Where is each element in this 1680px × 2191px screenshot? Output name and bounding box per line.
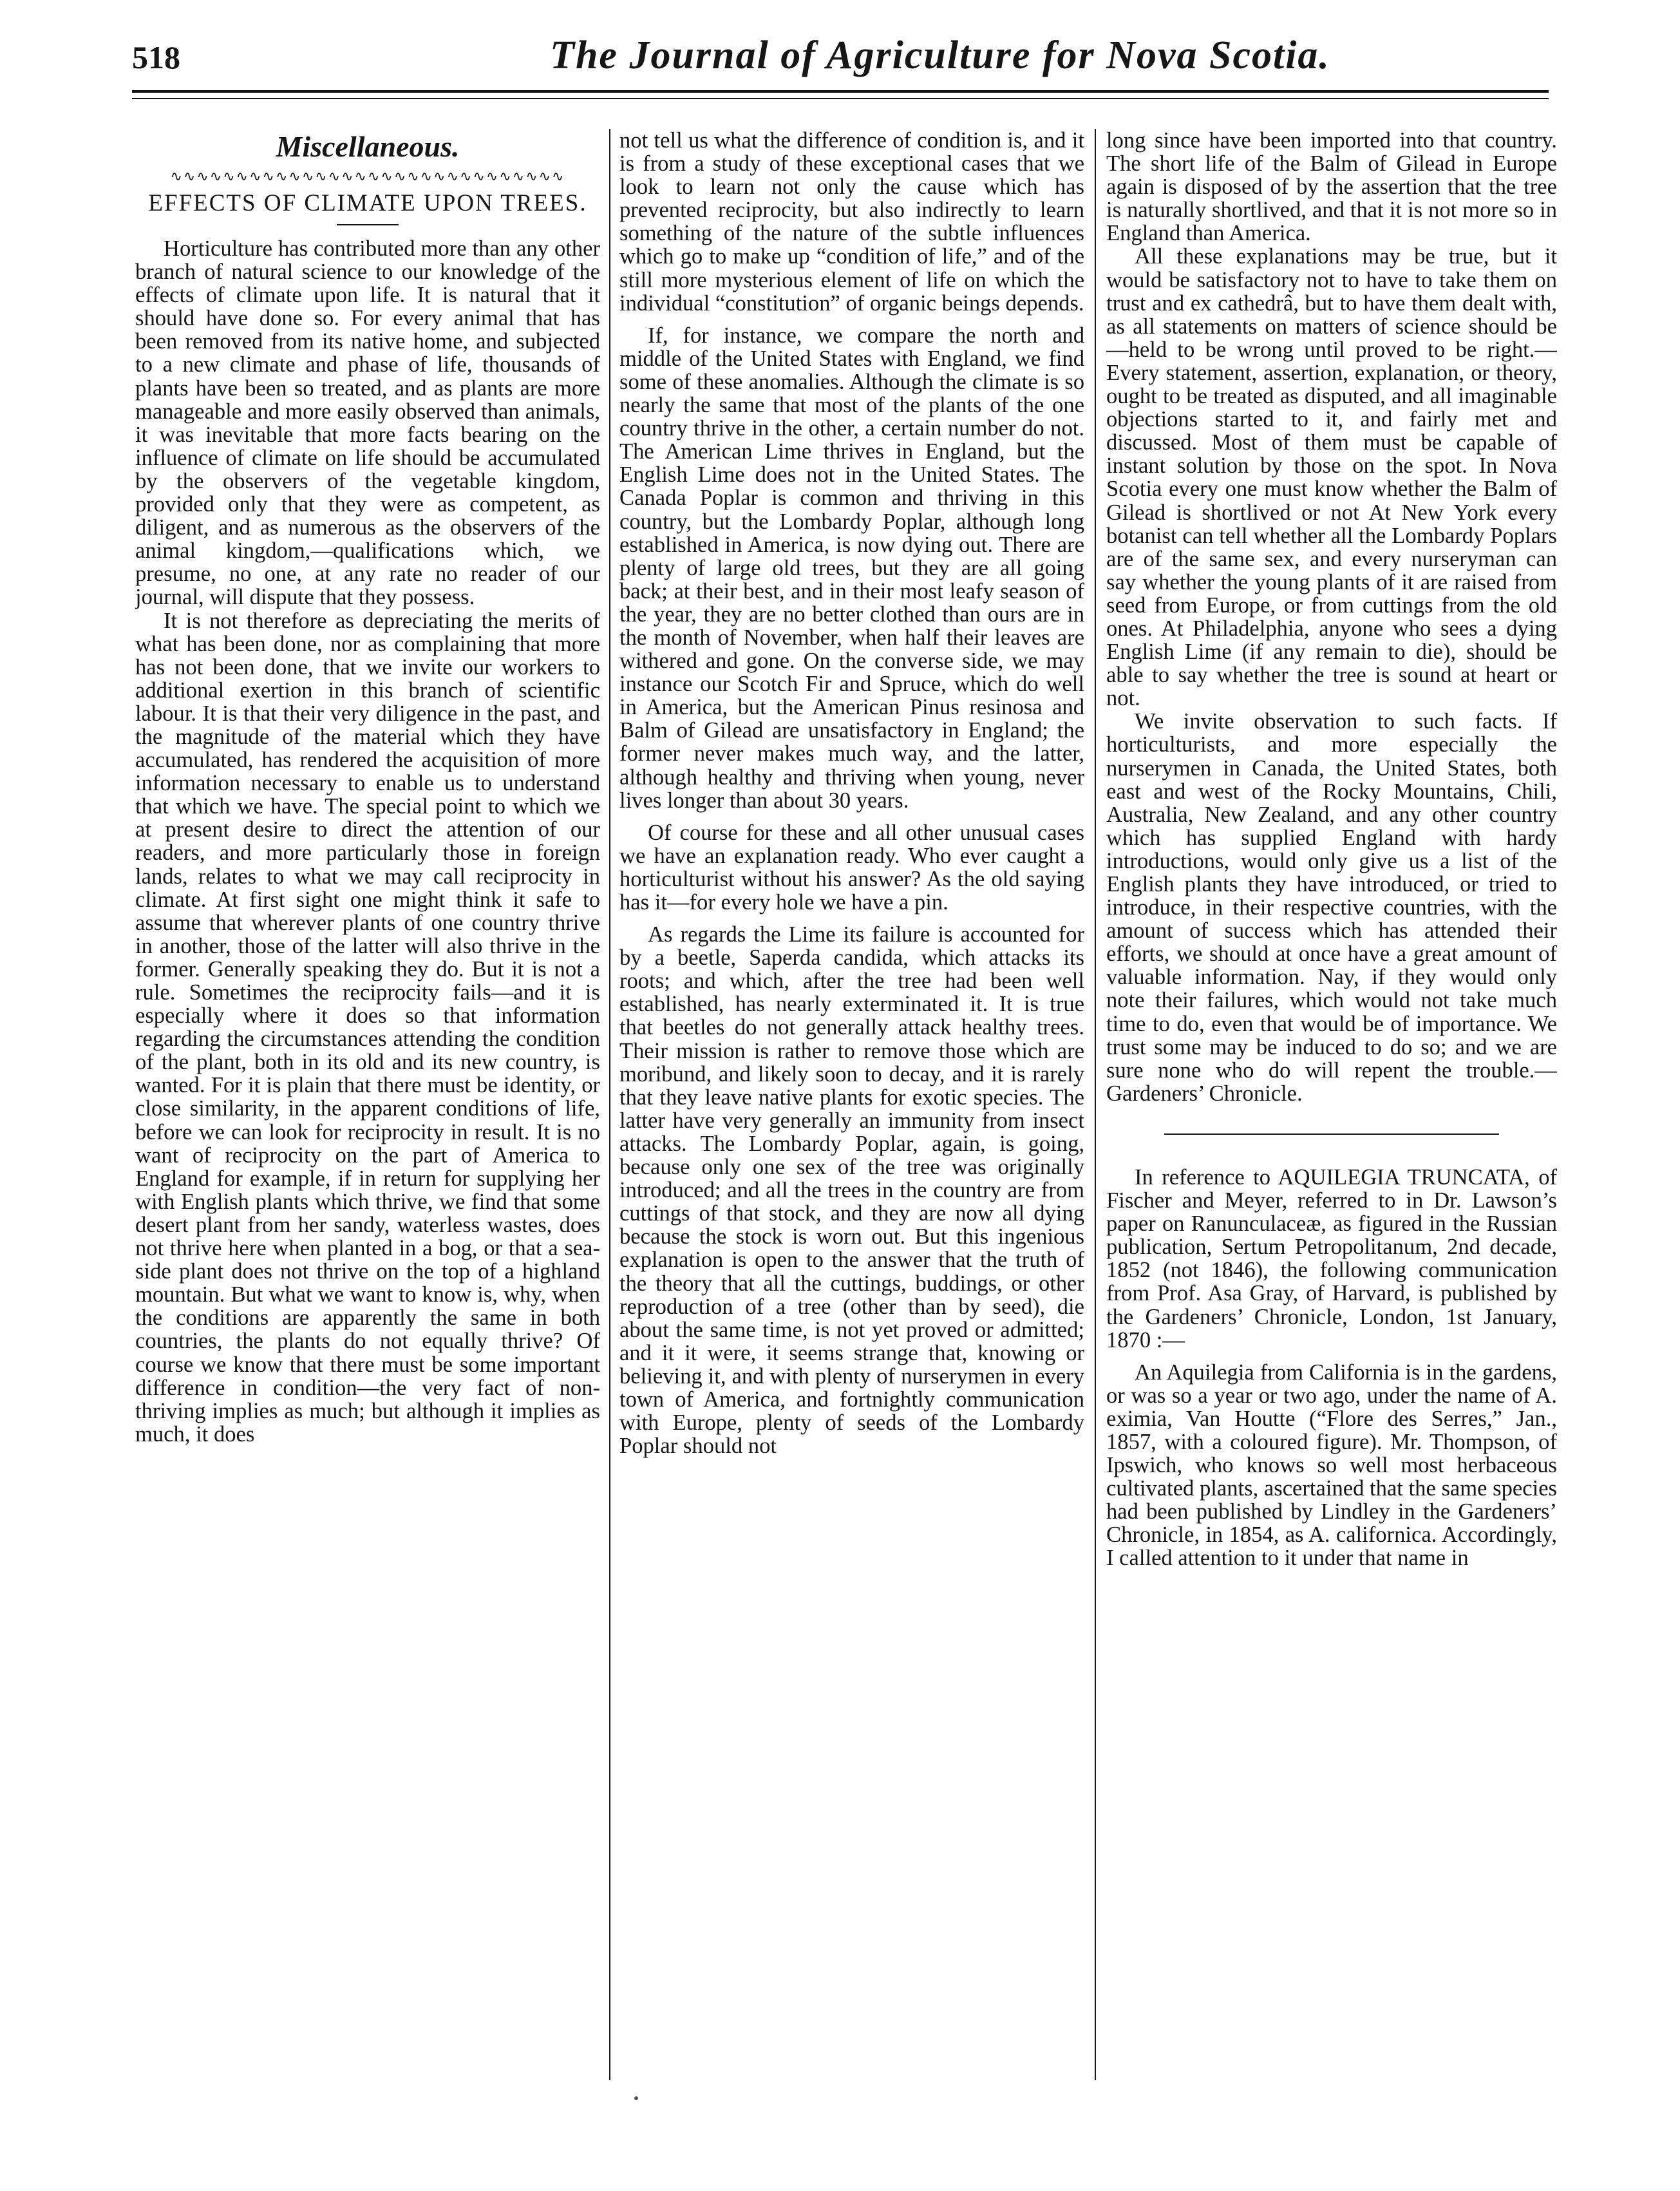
column-divider-right	[1095, 129, 1096, 2080]
column-3	[1106, 129, 1557, 2087]
article-separator-rule	[1164, 1133, 1499, 1135]
column-1	[135, 129, 600, 2087]
column-divider-left	[609, 129, 610, 2080]
paragraph: An Aquilegia from California is in the gardens, or was so a year or two ago, under the name of A. eximia, Van Houtte (“Flore des Serres,” Jan., 1857, with a coloured figure). Mr. Thompson, of Ipswich, who knows so well most herbaceous cultivated plants, ascertained that the same species had been published by Lindley in the Gardeners’ Chronicle, in 1854, as A. californica. Accordingly, I called attention to it under that name in	[1106, 1360, 1557, 1571]
paragraph: Of course for these and all other unusual cases we have an explanation ready. Who ever caught a horticulturist without his answer? As the old saying has it—for every hole we have a pin.	[619, 820, 1084, 915]
print-mark	[634, 2096, 638, 2100]
header-rule-thin	[132, 98, 1549, 99]
article-title: EFFECTS OF CLIMATE UPON TREES.	[148, 190, 587, 216]
paragraph: Horticulture has contributed more than any other branch of natural science to our knowledge of the effects of climate upon life. It is natural that it should have done so. For every animal that has been removed from its native home, and subjected to a new climate and phase of life, thousands of plants have been so treated, and as plants are more manageable and more easily observed than animals, it was inevitable that more facts bearing on the influence of climate on life should be accumulated by the observers of the vegetable kingdom, provided only that they were as competent, as diligent, and as numerous as the observers of the animal kingdom,—qualifications which, we presume, no one, at any rate no reader of our journal, will dispute that they possess.	[135, 236, 600, 610]
page-number: 518	[132, 39, 180, 75]
paragraph: long since have been imported into that country. The short life of the Balm of Gilead in Europe again is disposed of by the assertion that the tree is naturally shortlived, and that it is not more so in England than America.	[1106, 129, 1557, 246]
journal-title: The Journal of Agriculture for Nova Scotia.	[550, 33, 1330, 77]
header-rule-thick	[132, 90, 1549, 93]
section-divider-ornament: ∿∿∿∿∿∿∿∿∿∿∿∿∿∿∿∿∿∿∿∿∿∿∿∿∿∿∿∿∿∿	[170, 169, 565, 184]
paragraph: It is not therefore as depreciating the merits of what has been done, nor as complaining that more has not been done, that we invite our workers to additional exertion in this branch of scientific labour. It is that their very diligence in the past, and the magnitude of the material which they have accumulated, has rendered the acquisition of more information necessary to enable us to understand that which we have. The special point to which we at present desire to direct the attention of our readers, and more particularly those in foreign lands, relates to what we may call reciprocity in climate. At first sight one might think it safe to assume that wherever plants of one country thrive in another, those of the latter will also thrive in the former. Generally speaking they do. But it is not a rule. Sometimes the reciprocity fails—and it is especially where it does so that information regarding the circumstances attending the condition of the plant, both in its old and its new country, is wanted. For it is plain that there must be identity, or close similarity, in the apparent conditions of life, before we can look for reciprocity in result. It is no want of reciprocity on the part of America to England for example, if in return for supplying her with English plants which thrive, we find that some desert plant from her sandy, waterless wastes, does not thrive here when planted in a bog, or that a sea-side plant does not thrive on the top of a highland mountain. But what we want to know is, why, when the conditions are apparently the same in both countries, the plants do not equally thrive? Of course we know that there must be some important difference in condition—the very fact of non-thriving implies as much; but although it implies as much, it does	[135, 608, 600, 1446]
paragraph: We invite observation to such facts. If horticulturists, and more especially the nurserymen in Canada, the United States, both east and west of the Rocky Mountains, Chili, Australia, New Zealand, and any other country which has supplied England with hardy introductions, would only give us a list of the English plants they have introduced, or tried to introduce, in their respective countries, with the amount of success which has attended their efforts, we should at once have a great amount of valuable information. Nay, if they would only note their failures, which would not take much time to do, even that would be of importance. We trust some may be induced to do so; and we are sure none who do will repent the trouble.—Gardeners’ Chronicle.	[1106, 709, 1557, 1106]
paragraph: As regards the Lime its failure is accounted for by a beetle, Saperda candida, which attacks its roots; and which, after the tree had been well established, has nearly exterminated it. It is true that beetles do not generally attack healthy trees. Their mission is rather to remove those which are moribund, and likely soon to decay, and it is rarely that they leave native plants for exotic species. The latter have very generally an immunity from insect attacks. The Lombardy Poplar, again, is going, because only one sex of the tree was originally introduced; and all the trees in the country are from cuttings of that stock, and they are now all dying because the stock is worn out. But this ingenious explanation is open to the answer that the truth of the theory that all the cuttings, buddings, or other reproduction of a tree (other than by seed), die about the same time, is not yet proved or admitted; and it it were, it seems strange that, knowing or believing it, and with plenty of nurserymen in every town of America, and fortnightly communication with Europe, plenty of seeds of the Lombardy Poplar should not	[619, 922, 1084, 1459]
paragraph: not tell us what the difference of condition is, and it is from a study of these exceptional cases that we look to learn not only the cause which has prevented reciprocity, but also indirectly to learn something of the nature of the subtle influences which go to make up “condition of life,” and of the still more mysterious element of life on which the individual “constitution” of organic beings depends.	[619, 129, 1084, 316]
paragraph: In reference to AQUILEGIA TRUNCATA, of Fischer and Meyer, referred to in Dr. Lawson’s paper on Ranunculaceæ, as figured in the Russian publication, Sertum Petropolitanum, 2nd decade, 1852 (not 1846), the following communication from Prof. Asa Gray, of Harvard, is published by the Gardeners’ Chronicle, London, 1st January, 1870 :—	[1106, 1164, 1557, 1352]
title-rule	[337, 224, 399, 225]
section-heading: Miscellaneous.	[276, 130, 460, 163]
paragraph: If, for instance, we compare the north and middle of the United States with England, we find some of these anomalies. Although the climate is so nearly the same that most of the plants of the one country thrive in the other, a certain number do not. The American Lime thrives in England, but the English Lime does not in the United States. The Canada Poplar is common and thriving in this country, but the Lombardy Poplar, although long established in America, is now dying out. There are plenty of large old trees, but they are all going back; at their best, and in their most leafy season of the year, they are no better clothed than ours are in the month of November, when half their leaves are withered and gone. On the converse side, we may instance our Scotch Fir and Spruce, which do well in America, but the American Pinus resinosa and Balm of Gilead are unsatisfactory in England; the former never makes much way, and the latter, although healthy and thriving when young, never lives longer than about 30 years.	[619, 323, 1084, 813]
paragraph: All these explanations may be true, but it would be satisfactory not to have to take them on trust and ex cathedrâ, but to have them dealt with, as all statements on matters of science should be —held to be wrong until proved to be right.—Every statement, assertion, explanation, or theory, ought to be treated as disputed, and all imaginable objections started to it, and fairly met and discussed. Most of them must be capable of instant solution by those on the spot. In Nova Scotia every one must know whether the Balm of Gilead is shortlived or not At New York every botanist can tell whether all the Lombardy Poplars are of the same sex, and every nurseryman can say whether the young plants of it are raised from seed from Europe, or from cuttings from the old ones. At Philadelphia, anyone who sees a dying English Lime (if any remain to die), should be able to say whether the tree is sound at heart or not.	[1106, 244, 1557, 711]
column-2	[619, 129, 1084, 2087]
